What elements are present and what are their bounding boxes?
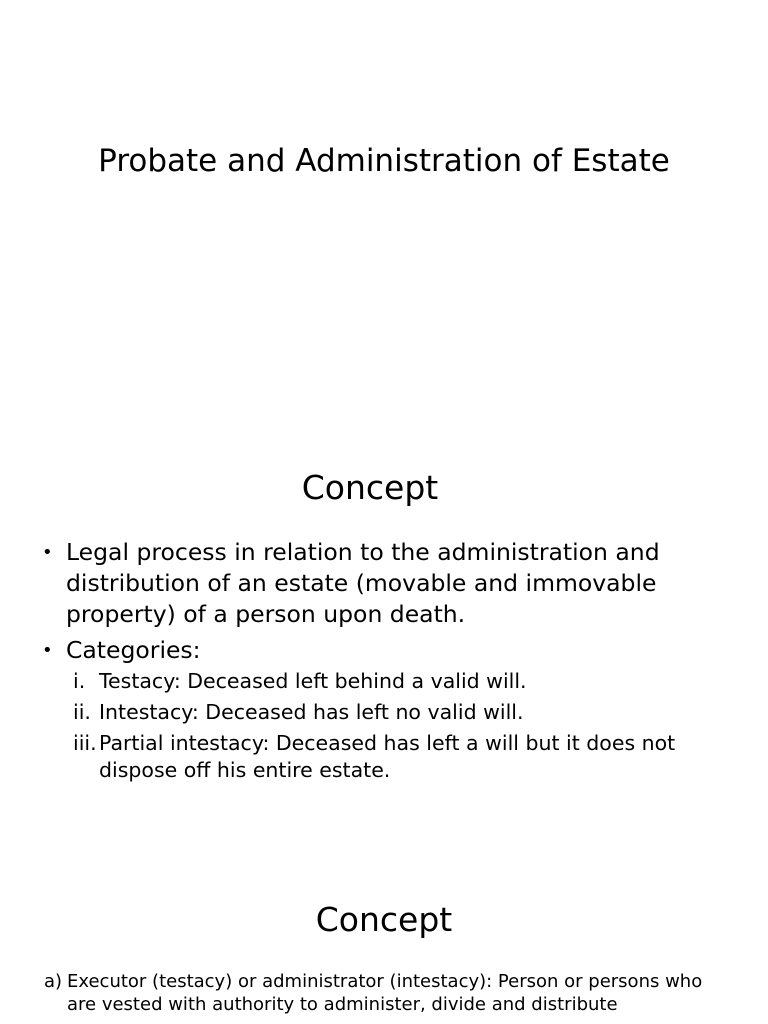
list-marker: i. [73,669,86,693]
slide-concept-1 [0,430,768,870]
category-list [66,668,732,784]
list-marker: ii. [73,700,91,724]
presentation-title: Probate and Administration of Estate [98,143,670,179]
bullet-icon: • [42,640,53,661]
slide-concept-2 [0,880,768,1024]
list-marker: a) [44,971,63,992]
bullet-icon: • [42,542,53,563]
bullet-item [42,537,732,630]
definition-text: Executor (testacy) or administrator (intestacy): Person or persons who are vested with authority to administer, divide and distribute [67,971,703,1015]
category-text: Partial intestacy: Deceased has left a will but it does not dispose off his entire estate. [99,731,676,782]
category-item [66,668,732,695]
category-text: Intestacy: Deceased has left no valid will. [99,700,524,724]
list-item [44,970,724,1016]
list-marker: iii. [73,731,97,755]
slide-heading: Concept [315,900,453,939]
slide-title [0,0,768,400]
slide-heading: Concept [301,468,439,507]
bullet-text: Legal process in relation to the administration and distribution of an estate (movable and immovable property) of a person upon death. [66,538,660,628]
category-item [66,730,732,784]
category-item [66,699,732,726]
bullet-text: Categories: [66,636,201,664]
bullet-item [42,635,732,784]
definition-list [44,970,724,1016]
bullet-list [42,537,732,789]
category-text: Testacy: Deceased left behind a valid will. [99,669,527,693]
